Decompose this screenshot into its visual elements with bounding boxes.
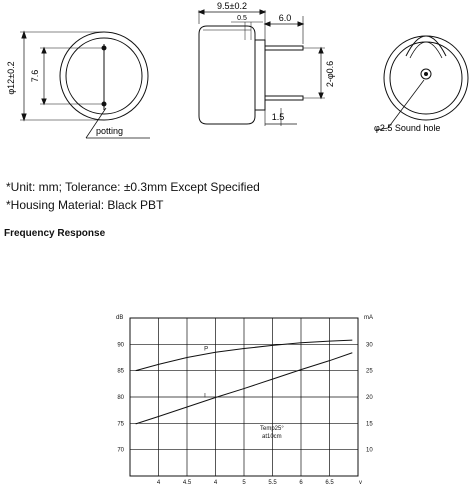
left-tick-label: 80: [117, 395, 124, 401]
right-axis-unit: mA: [364, 315, 373, 321]
frequency-response-chart: [100, 308, 390, 488]
x-tick-label: 5: [242, 480, 246, 486]
side-pin-bottom: [265, 96, 303, 100]
right-tick-label: 25: [366, 368, 373, 375]
back-outer-circle: [384, 36, 468, 120]
housing-material-note: *Housing Material: Black PBT: [6, 198, 164, 212]
left-tick-label: 85: [117, 368, 124, 375]
unit-tolerance-note: *Unit: mm; Tolerance: ±0.3mm Except Specified: [6, 180, 260, 194]
right-tick-label: 15: [366, 421, 373, 428]
potting-label: potting: [96, 126, 124, 136]
left-tick-label: 75: [117, 421, 124, 428]
x-tick-label: 4.5: [182, 480, 192, 486]
side-pin-length-label: 1.5: [271, 112, 285, 122]
series-label-i: I: [204, 393, 206, 400]
left-tick-label: 90: [117, 342, 124, 349]
left-axis-unit: dB: [116, 315, 124, 321]
right-tick-label: 10: [366, 447, 373, 454]
right-tick-label: 30: [366, 342, 373, 349]
back-inner-circle: [390, 42, 462, 114]
front-diameter-label: φ12±0.2: [6, 61, 16, 95]
x-tick-label: 4: [213, 480, 218, 486]
side-pin-pitch-label: 2-φ0.6: [325, 60, 335, 88]
x-tick-label: 6.5: [325, 480, 334, 486]
side-pin-diameter-label: 0.5: [237, 15, 247, 22]
side-width-label: 9.5±0.2: [217, 1, 247, 11]
sound-hole-label: φ2.5 Sound hole: [374, 123, 441, 133]
x-tick-label: 5.5: [268, 480, 277, 486]
side-view-drawing: [185, 0, 350, 145]
back-view-drawing: [360, 0, 473, 145]
front-pin-spacing-label: 7.6: [30, 69, 40, 83]
frequency-response-title: Frequency Response: [4, 228, 106, 239]
side-body: [199, 26, 255, 124]
series-label-p: P: [204, 346, 209, 353]
right-tick-label: 20: [366, 395, 373, 401]
x-tick-label: 6: [299, 480, 303, 486]
side-pin-top: [265, 46, 303, 50]
side-height-label: 6.0: [278, 13, 292, 23]
annotation-line-1: Temp25°: [260, 426, 284, 432]
left-tick-label: 70: [117, 447, 124, 454]
x-tick-label: 4: [156, 480, 161, 486]
x-axis-unit: v: [359, 480, 362, 486]
front-view-drawing: [0, 0, 175, 145]
annotation-line-2: at10cm: [262, 434, 282, 440]
